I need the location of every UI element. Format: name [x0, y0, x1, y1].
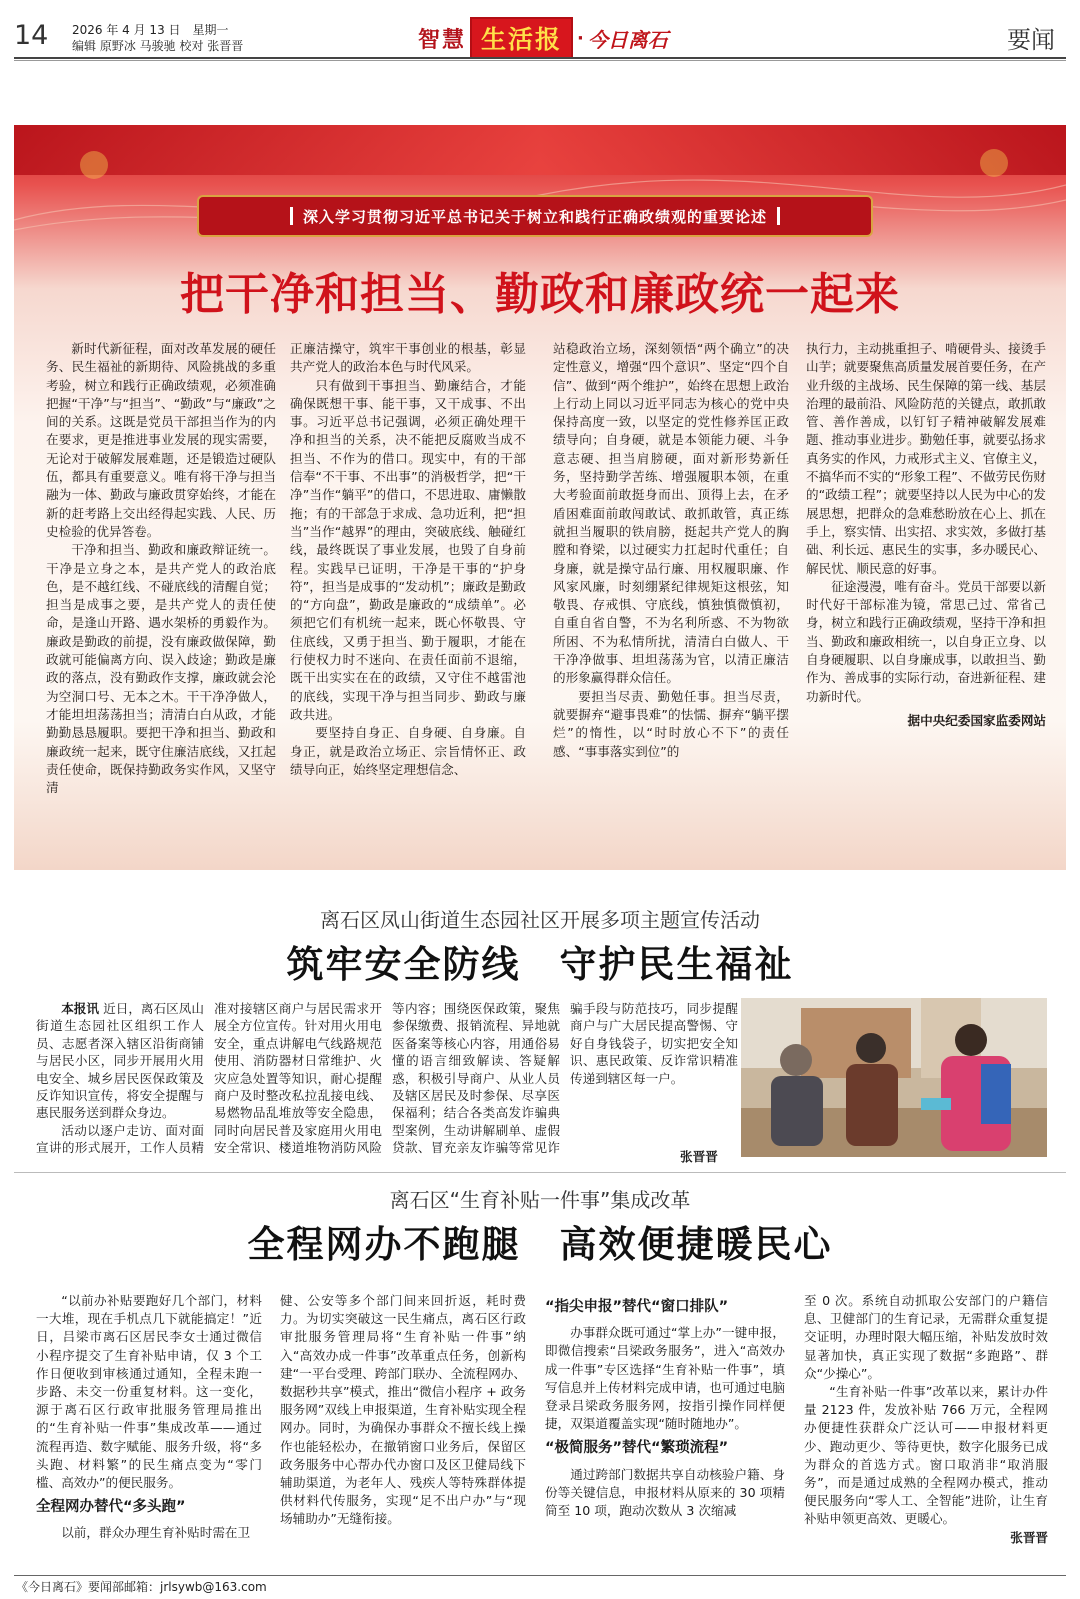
article3-title: 全程网办不跑腿 高效便捷暖民心 — [247, 1222, 833, 1266]
article3-paragraph: 至 0 次。系统自动抓取公安部门的户籍信息、卫健部门的生育记录，无需群众重复提交证明，办理时限大幅压缩，补贴发放时效显著加快，真正实现了数据“多跑路”、群众“少操心”。 — [804, 1293, 1048, 1381]
article3-column-3 — [545, 1292, 785, 1520]
lead-headline: 把干净和担当、勤政和廉政统一起来 — [180, 269, 900, 320]
lead-paragraph: 站稳政治立场，深刻领悟“两个确立”的决定性意义，增强“四个意识”、坚定“四个自信”、做到“两个维护”，始终在思想上政治上行动上同以习近平同志为核心的党中央保持高度一致，以坚定的党性修养匡正政绩导向；自身硬，就是本领能力硬、斗争意志硬、担当肩膀硬，面对新形势新任务，坚持勤学苦练、增强履职本领，在重大考验面前敢挺身而出、顶得上去，在矛盾困难面前敢闯敢试、敢抓敢管，真正练就担当履职的铁肩膀，挺起共产党人的胸膛和脊梁，以过硬实力扛起时代重任；自身廉，就是操守品行廉、用权履职廉、作风家风廉，时刻绷紧纪律规矩这根弦，知敬畏、存戒惧、守底线，慎独慎微慎初，自重自省自警，不为名利所惑、不为物欲所困、不为私情所扰，清清白白做人、干干净净做事、坦坦荡荡为官，以清正廉洁的形象赢得群众信任。 — [553, 341, 789, 686]
article2-subtitle: 离石区凤山街道生态园社区开展多项主题宣传活动 — [320, 908, 760, 932]
lead-paragraph: 干净和担当、勤政和廉政辩证统一。干净是立身之本，是共产党人的政治底色，是不越红线、不碰底线的清醒自觉；担当是成事之要，是共产党人的责任使命，是逢山开路、遇水架桥的勇毅作为。廉政是勤政的前提，没有廉政做保障，勤政就可能偏离方向、误入歧途；勤政是廉政的落点，没有勤政作支撑，廉政就会沦为空洞口号、无本之木。干干净净做人，才能坦坦荡荡担当；清清白白从政，才能勤勤恳恳履职。要把干净和担当、勤政和廉政统一起来，既守住廉洁底线，又扛起责任使命，既保持勤政务实作风，又坚守清 — [46, 542, 276, 796]
article3-section-heading: “指尖申报”替代“窗口排队” — [545, 1299, 729, 1315]
article3-paragraph: 以前，群众办理生育补贴时需在卫 — [61, 1525, 251, 1541]
kicker-bar — [197, 195, 873, 237]
masthead-dot: · — [577, 27, 584, 49]
article3-column-4 — [804, 1292, 1048, 1547]
header-divider — [14, 57, 1066, 59]
article2-photo — [741, 998, 1047, 1157]
kicker-tick-right — [777, 207, 780, 225]
article2-paragraph: 近日，离石区凤山街道生态园社区组织工作人员、志愿者深入辖区沿街商铺与居民小区，同步开展用火用电安全、城乡居民医保政策及反诈知识宣传，将安全提醒与惠民服务送到群众身边。 — [36, 1001, 204, 1121]
article2-paragraph: 活动以逐户走访、面对面宣讲的形式展开，工作人员精准对接辖区商户与居民需求开展全方位宣传。针对用火用电安全，重点讲解电气线路规范使用、消防器材日常维护、火灾应急处置等知识，耐心提醒商户及时整改私拉乱接电线、易燃物品乱堆放等安全隐患，同时向居民普及家庭用火用电安全常识、楼道堆物消防风险等内容；围绕医保政策，聚焦参保缴费、报销流程、异地就医备案等核心内容，用通俗易懂的语言细致解读、答疑解惑，积极引导商户、从业人员及辖区居民及时参保、尽享医保福利；结合各类高发诈骗典型案例，生动讲解刷单、虚假贷款、冒充亲友诈骗等常见诈骗手段与防范技巧，同步提醒商户与广大居民提高警惕、守好自身钱袋子，切实把安全知识、惠民政策、反诈常识精准传递到辖区每一户。 — [36, 1001, 738, 1156]
lead-paragraph: 正廉洁操守，筑牢干事创业的根基，彰显共产党人的政治本色与时代风采。 — [290, 341, 526, 375]
article3-subtitle: 离石区“生育补贴一件事”集成改革 — [389, 1188, 691, 1212]
masthead — [418, 20, 668, 56]
kicker-text: 深入学习贯彻习近平总书记关于树立和践行正确政绩观的重要论述 — [302, 207, 767, 226]
lead-column-4 — [806, 340, 1046, 730]
article3-author: 张晋晋 — [1010, 1529, 1048, 1545]
article2-lead-tag: 本报讯 — [61, 1001, 100, 1016]
masthead-brand: 今日离石 — [587, 27, 668, 52]
date-line: 2026 年 4 月 13 日 星期一 — [72, 23, 229, 37]
article3-column-1 — [36, 1292, 262, 1543]
lead-source: 据中央纪委国家监委网站 — [907, 712, 1046, 728]
lead-paragraph: 只有做到干事担当、勤廉结合，才能确保既想干事、能干事，又干成事、不出事。习近平总书记强调，必须正确处理干净和担当的关系，决不能把反腐败当成不担当、不作为的借口。现实中，有的干部信奉“不干事、不出事”的消极哲学，把“干净”当作“躺平”的借口，不思进取、庸懒散拖；有的干部急于求成、急功近利，把“担当”当作“越界”的理由，突破底线、触碰红线，最终既误了事业发展，也毁了自身前程。实践早已证明，干净是干事的“护身符”，担当是成事的“发动机”；廉政是勤政的“方向盘”，勤政是廉政的“成绩单”。必须把它们有机统一起来，既心怀敬畏、守住底线，又勇于担当、勤于履职，才能在行使权力时不迷向、在责任面前不退缩，既干出实实在在的政绩，又守住不越雷池的底线，实现干净与担当同步、勤政与廉政共进。 — [290, 377, 526, 722]
article3-paragraph: “生育补贴一件事”改革以来，累计办件量 2123 件，发放补贴 766 万元，全程网办便捷性获群众广泛认可——申报材料更少、跑动更少、等待更快，数字化服务已成为群众的首选方式。窗口取消非“取消服务”，而是通过成熟的全程网办模式，推动便民服务向“零人工、全智能”进阶，让生育补贴申领更高效、更暖心。 — [804, 1384, 1048, 1527]
lead-paragraph: 征途漫漫，唯有奋斗。党员干部要以新时代好干部标准为镜，常思己过、常省己身，树立和践行正确政绩观，坚持干净和担当、勤政和廉政相统一，以自身正立身、以自身硬履职、以自身廉成事，以敢担当、勤作为、善成事的实际行动，奋进新征程、建功新时代。 — [806, 578, 1046, 704]
article3-paragraph: 办事群众既可通过“掌上办”一键申报，即微信搜索“吕梁政务服务”，进入“高效办成一件事”专区选择“生育补贴一件事”，填写信息并上传材料完成申请，也可通过电脑登录吕梁政务服务网，按指引操作同样便捷，双渠道覆盖实现“随时随地办”。 — [545, 1325, 785, 1432]
article3-paragraph: “以前办补贴要跑好几个部门，材料一大堆，现在手机点几下就能搞定！”近日，吕梁市离石区居民李女士通过微信小程序提交了生育补贴申请，仅 3 个工作日便收到审核通过通知，全程未跑一步路、未交一份重复材料。这一变化，源于离石区行政审批服务管理局推出的“生育补贴一件事”集成改革——通过流程再造、数字赋能、服务升级，将“多头跑、材料繁”的民生痛点变为“零门槛、高效办”的便民服务。 — [36, 1293, 262, 1491]
article2-title: 筑牢安全防线 守护民生福祉 — [286, 942, 794, 986]
lead-paragraph: 要坚持自身正、自身硬、自身廉。自身正，就是政治立场正、宗旨情怀正、政绩导向正，始终坚定理想信念、 — [290, 725, 526, 777]
footer-contact: 《今日离石》要闻部邮箱：jrlsywb@163.com — [16, 1580, 267, 1594]
article2-body — [36, 1000, 738, 1160]
article2-author: 张晋晋 — [680, 1149, 718, 1164]
lead-paragraph: 新时代新征程，面对改革发展的硬任务、民生福祉的新期待、风险挑战的多重考验，树立和践行正确政绩观，必须准确把握“干净”与“担当”、“勤政”与“廉政”之间的关系。这既是党员干部担当作为的内在要求，更是推进事业发展的现实需要，无论对于破解发展难题，还是锻造过硬队伍，都具有重要意义。唯有将干净与担当融为一体、勤政与廉政贯穿始终，才能在新的赶考路上交出经得起实践、人民、历史检验的优异答卷。 — [46, 341, 276, 539]
masthead-prefix: 智慧 — [418, 26, 467, 53]
section-label: 要闻 — [1007, 26, 1055, 54]
article3-column-2 — [280, 1292, 526, 1529]
editors-line: 编辑 原野冰 马骏驰 校对 张晋晋 — [72, 39, 244, 53]
article3-section-heading: 全程网办替代“多头跑” — [36, 1499, 186, 1516]
footer-divider — [14, 1575, 1066, 1576]
lead-paragraph: 要担当尽责、勤勉任事。担当尽责，就要摒弃“避事畏难”的怯懦、摒弃“躺平摆烂”的惰性，以“时时放心不下”的责任感、“事事落实到位”的 — [553, 688, 789, 759]
header-divider-thin — [14, 60, 1066, 61]
lead-column-3 — [553, 340, 789, 761]
lead-column-1 — [46, 340, 276, 797]
masthead-name: 生活报 — [470, 17, 573, 59]
header-meta — [72, 22, 243, 54]
kicker-tick-left — [290, 207, 293, 225]
article-divider — [14, 1172, 1066, 1173]
lead-column-2 — [290, 340, 526, 779]
article3-section-heading: “极简服务”替代“繁琐流程” — [545, 1440, 729, 1457]
article3-paragraph: 通过跨部门数据共享自动核验户籍、身份等关键信息，申报材料从原来的 30 项精简至 10 项，跑动次数从 3 次缩减 — [545, 1466, 785, 1519]
lead-paragraph: 执行力，主动挑重担子、啃硬骨头、接烫手山芋；就要聚焦高质量发展首要任务，在产业升级的主战场、民生保障的第一线、基层治理的最前沿、风险防范的关键点，敢抓敢管、善作善成，以钉钉子精神破解发展难题、推动事业进步。勤勉任事，就要弘扬求真务实的作风，力戒形式主义、官僚主义，不搞华而不实的“形象工程”、不做劳民伤财的“政绩工程”；就要坚持以人民为中心的发展思想，把群众的急难愁盼放在心上、抓在手上，察实情、出实招、求实效，多做打基础、利长远、惠民生的实事，多办暖民心、解民忧、顺民意的好事。 — [806, 341, 1046, 576]
page-number: 14 — [14, 20, 49, 51]
article3-paragraph: 健、公安等多个部门间来回折返，耗时费力。为切实突破这一民生痛点，离石区行政审批服务管理局将“生育补贴一件事”纳入“高效办成一件事”改革重点任务，创新构建“一平台受理、跨部门联办、全流程网办、数据秒共享”模式，推出“微信小程序 + 政务服务网”双线上申报渠道，生育补贴实现全程网办。同时，为确保办事群众不擅长线上操作也能轻松办，在撤销窗口业务后，保留区政务服务中心帮办代办窗口及区卫健局线下辅助渠道，为老年人、残疾人等特殊群体提供材料代传服务，实现“足不出户办”与“现场辅助办”无缝衔接。 — [280, 1293, 526, 1527]
